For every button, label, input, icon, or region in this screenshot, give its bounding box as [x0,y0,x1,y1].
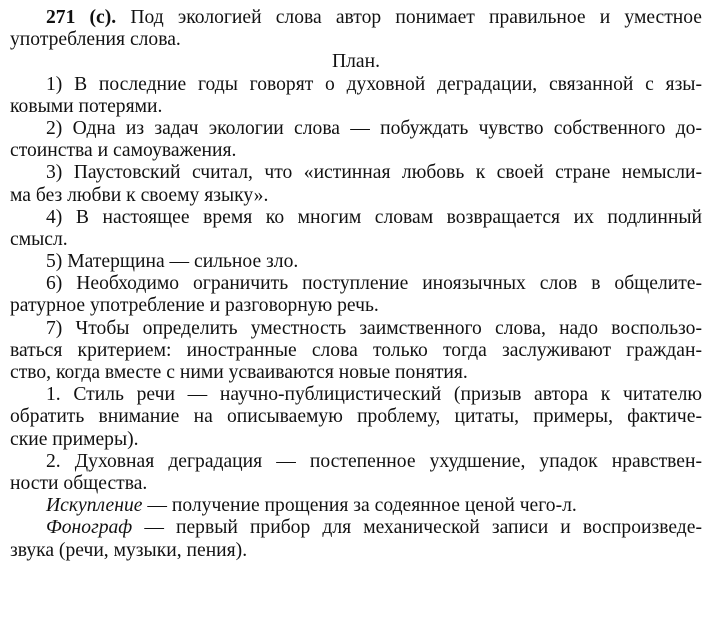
answer-1-line-2: обратить внимание на описываемую проблему, цитаты, примеры, фактиче- [10,406,702,428]
glossary-entry-1 [10,495,702,517]
answer-2-line-1: 2. Духовная деградация — постепенное ухудшение, упадок нравствен- [46,450,702,472]
plan-item-3-line-1: 3) Паустовский считал, что «истинная любовь к своей стране немысли- [46,162,702,184]
glossary-entry-2-line-2: звука (речи, музыки, пения). [10,539,248,561]
exercise-intro-text: Под экологией слова автор понимает правильное и уместное [130,7,703,28]
plan-item-4-line-2: смысл. [10,228,68,250]
glossary-term: Фонограф [46,517,133,539]
plan-item-1-line-1: 1) В последние годы говорят о духовной деградации, связанной с язы- [46,73,702,95]
plan-item-2-line-1: 2) Одна из задач экологии слова — побуждать чувство собственного до- [46,117,702,139]
exercise-intro-line-2: употребления слова. [10,29,181,51]
exercise-number: 271 (с). [46,7,117,28]
plan-item-4-line-1: 4) В настоящее время ко многим словам возвращается их подлинный [46,206,702,228]
glossary-definition: — получение прощения за содеянное ценой чего-л. [142,495,577,517]
plan-title: План. [331,51,380,73]
answer-1-line-3: ские примеры). [10,428,139,450]
answer-2-line-2: ности общества. [10,472,148,494]
plan-item-3-line-2: ма без любви к своему языку». [10,184,269,206]
glossary-entry-2-line-1 [10,517,702,539]
plan-item-7-line-1: 7) Чтобы определить уместность заимственного слова, надо воспользо- [46,317,702,339]
plan-item-7-line-2: ваться критерием: иностранные слова только тогда заслуживают граждан- [10,339,702,361]
plan-item-7-line-3: ство, когда вместе с ними усваиваются новые понятия. [10,362,468,383]
glossary-definition: — первый прибор для механической записи и воспроизведе- [132,517,702,539]
plan-item-6-line-1: 6) Необходимо ограничить поступление иноязычных слов в общелите- [46,273,702,295]
plan-item-1-line-2: ковыми потерями. [10,95,163,117]
plan-item-2-line-2: стоинства и самоуважения. [10,140,237,162]
plan-item-5-line-1: 5) Матерщина — сильное зло. [46,251,299,273]
exercise-intro-line-1 [10,7,702,29]
glossary-term: Искупление [46,495,143,517]
plan-item-6-line-2: ратурное употребление и разговорную речь. [10,295,379,317]
answer-1-line-1: 1. Стиль речи — научно-публицистический (призыв автора к читателю [46,384,702,406]
